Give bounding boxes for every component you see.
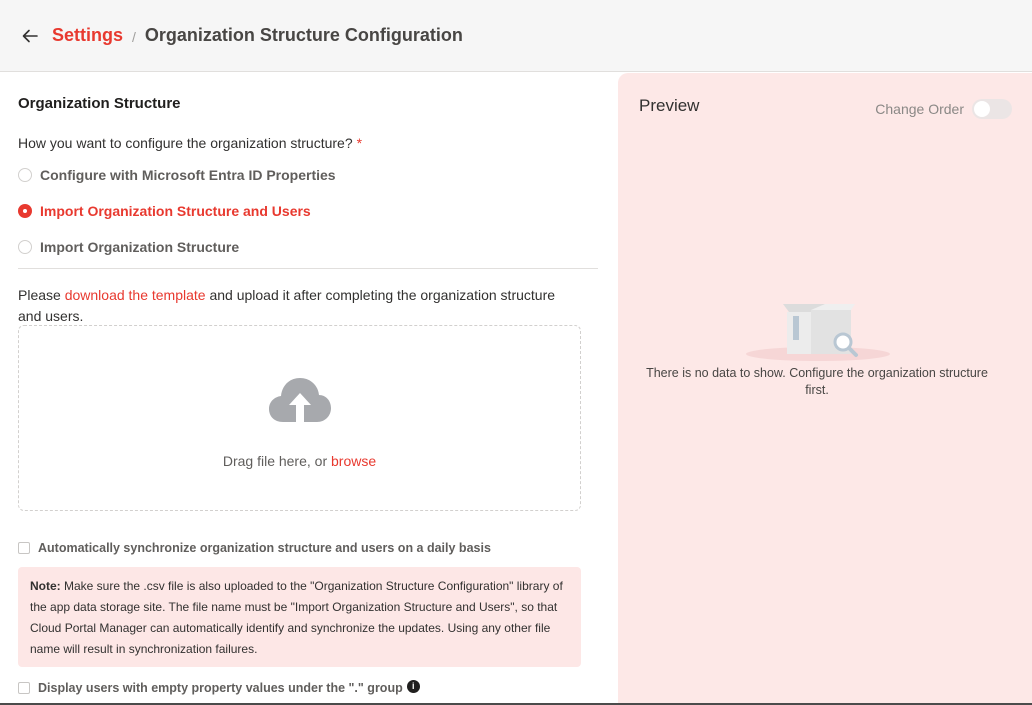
radio-option-entra-id[interactable] xyxy=(18,167,336,183)
info-icon[interactable]: i xyxy=(407,680,420,693)
empty-group-option[interactable] xyxy=(18,681,420,695)
page-title: Organization Structure Configuration xyxy=(144,25,463,45)
page-header xyxy=(0,0,1032,72)
radio-label: Import Organization Structure and Users xyxy=(40,203,311,219)
breadcrumb-separator: / xyxy=(132,28,136,45)
change-order-toggle[interactable] xyxy=(972,99,1012,119)
change-order-label: Change Order xyxy=(875,101,964,117)
breadcrumb-settings-link[interactable]: Settings xyxy=(52,25,124,45)
preview-title: Preview xyxy=(639,96,700,115)
empty-group-label: Display users with empty property values under the "." group xyxy=(38,681,403,695)
browse-link[interactable]: browse xyxy=(331,453,377,469)
divider xyxy=(18,268,598,269)
required-marker: * xyxy=(356,135,363,151)
radio-option-import-structure[interactable] xyxy=(18,239,239,255)
note-label: Note: xyxy=(30,579,61,593)
file-dropzone[interactable] xyxy=(18,325,581,511)
note-text: Make sure the .csv file is also uploaded to the "Organization Structure Configuration" library of the app data storage site. The file name must be "Import Organization Structure and Users", so that Cloud Portal Manager can automatically identify and synchronize the updates. Using any other file name will result in synchronization failures. xyxy=(30,579,563,656)
question-text: How you want to configure the organization structure? xyxy=(18,135,353,151)
download-template-link[interactable]: download the template xyxy=(64,287,206,303)
instruction-text: and upload it after completing the organization structure and users. xyxy=(18,287,556,324)
radio-button[interactable] xyxy=(18,168,32,182)
radio-label: Configure with Microsoft Entra ID Properties xyxy=(40,167,336,183)
radio-label: Import Organization Structure xyxy=(40,239,240,255)
sync-note xyxy=(18,567,581,667)
dropzone-label: Drag file here, or xyxy=(222,453,332,469)
instruction-text: Please xyxy=(18,287,65,303)
radio-button[interactable] xyxy=(18,240,32,254)
configuration-form xyxy=(18,73,600,705)
dropzone-text xyxy=(19,453,580,469)
empty-box-icon xyxy=(743,298,893,364)
template-instruction xyxy=(18,285,578,327)
cloud-upload-icon xyxy=(269,376,331,424)
arrow-left-icon xyxy=(22,29,38,43)
section-title: Organization Structure xyxy=(18,95,181,112)
auto-sync-option[interactable] xyxy=(18,541,491,555)
empty-state-message: There is no data to show. Configure the organization structure first. xyxy=(646,366,988,397)
configuration-question xyxy=(18,135,362,151)
radio-option-import-structure-and-users[interactable] xyxy=(18,203,311,219)
auto-sync-checkbox[interactable] xyxy=(18,542,30,554)
back-button[interactable] xyxy=(20,26,40,46)
auto-sync-label: Automatically synchronize organization structure and users on a daily basis xyxy=(38,541,491,555)
empty-group-checkbox[interactable] xyxy=(18,682,30,694)
radio-button-selected[interactable] xyxy=(18,204,32,218)
preview-panel xyxy=(618,73,1032,705)
